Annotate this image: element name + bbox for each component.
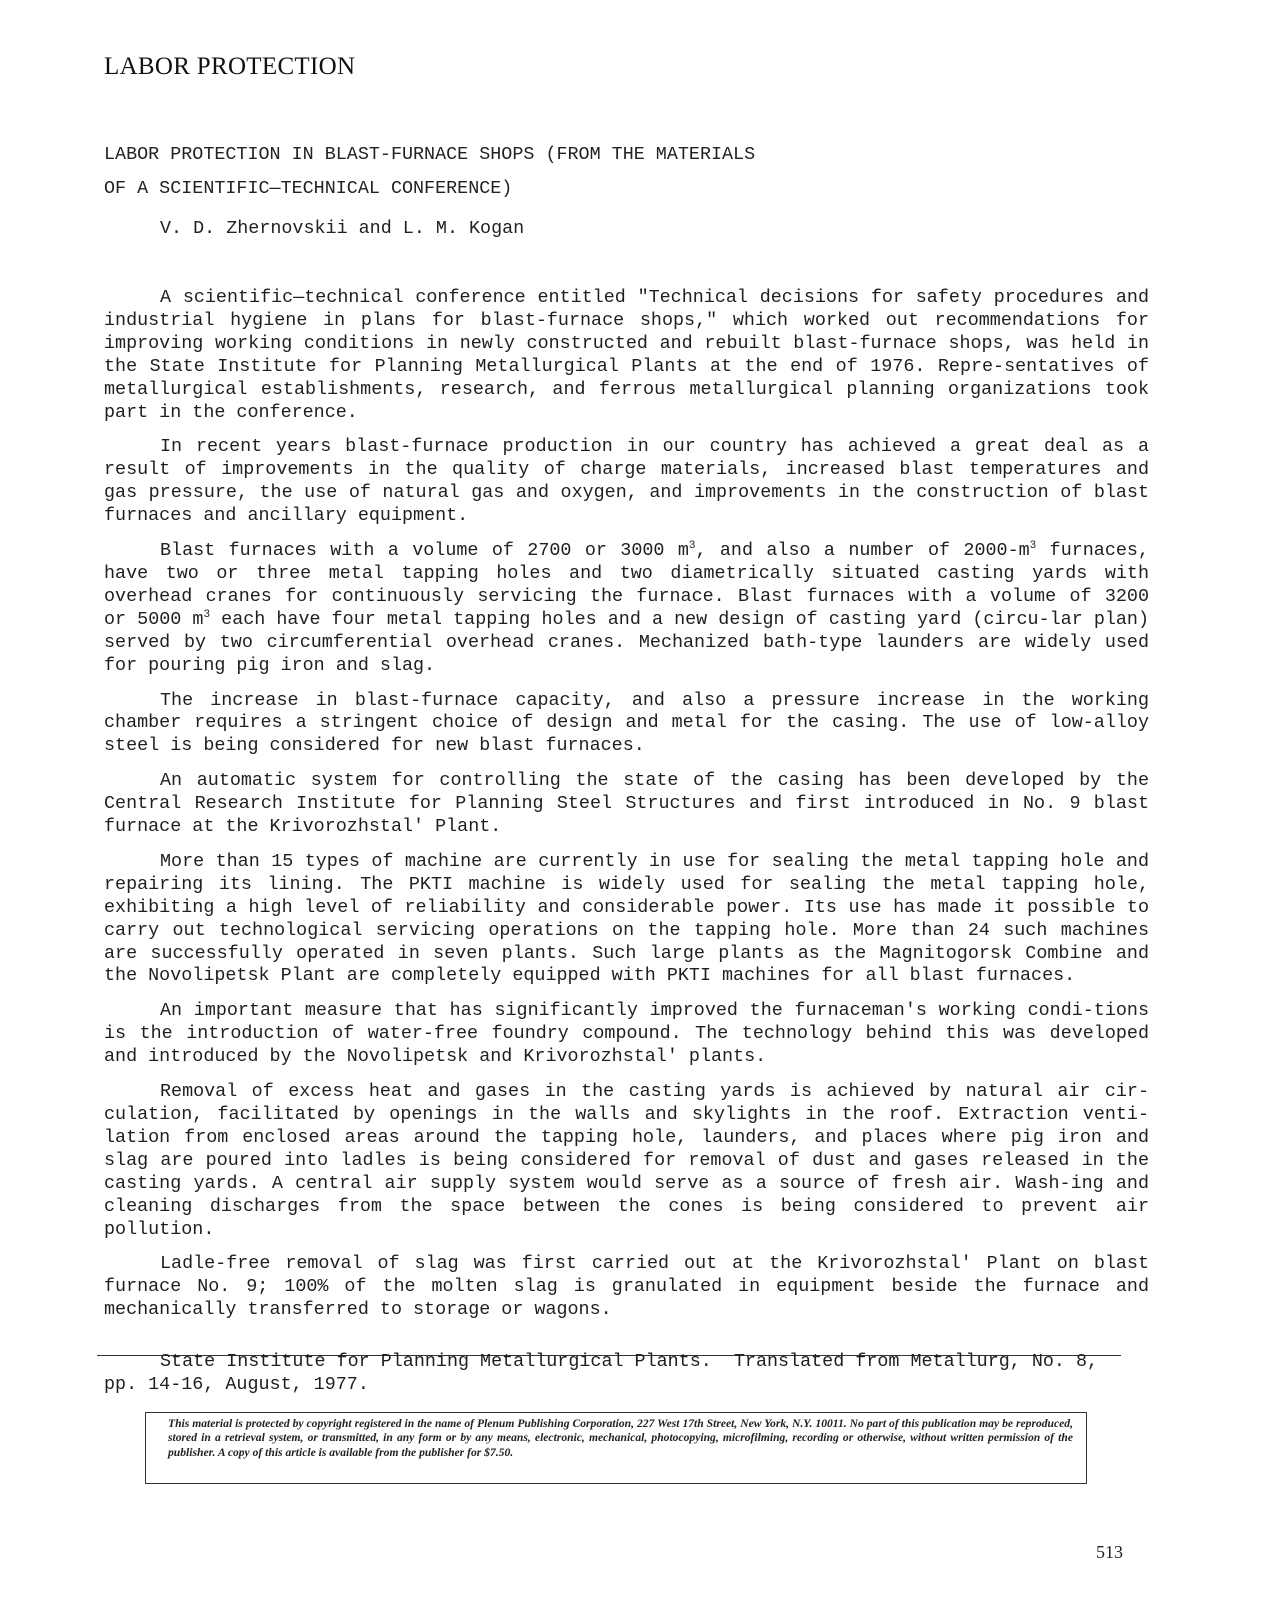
article-title-line-1: LABOR PROTECTION IN BLAST-FURNACE SHOPS (FROM THE MATERIALS (104, 144, 756, 165)
paragraph-3 (104, 540, 1149, 677)
page-number: 513 (1096, 1542, 1123, 1562)
paragraph-6: More than 15 types of machine are currently in use for sealing the metal tapping hole and repairing its lining. The PKTI machine is widely used for sealing the metal tapping hole, exhibiting a high level of reliability and considerable power. Its use has made it possible to carry out technological servicing operations on the tapping hole. More than 24 such machines are successfully operated in seven plants. Such large plants as the Magnitogorsk Combine and the Novolipetsk Plant are completely equipped with PKTI machines for all blast furnaces. (104, 850, 1149, 987)
paragraph-8: Removal of excess heat and gases in the casting yards is achieved by natural air cir-culation, facilitated by openings in the walls and skylights in the roof. Extraction venti-lation from enclosed areas around the tapping hole, launders, and places where pig iron and slag are poured into ladles is being considered for removal of dust and gases released in the casting yards. A central air supply system would serve as a source of fresh air. Wash-ing and cleaning discharges from the space between the cones is being considered to prevent air pollution. (104, 1081, 1149, 1240)
paragraph-2: In recent years blast-furnace production in our country has achieved a great deal as a result of improvements in the quality of charge materials, increased blast temperatures and gas pressure, the use of natural gas and oxygen, and improvements in the construction of blast furnaces and ancillary equipment. (104, 436, 1149, 527)
paragraph-7: An important measure that has significantly improved the furnaceman's working condi-tions is the introduction of water-free foundry compound. The technology behind this was developed and introduced by the Novolipetsk and Krivorozhstal' plants. (104, 1000, 1149, 1068)
paragraph-3-part-c: furnaces, have two or three metal tapping holes and two diametrically situated casting yards with overhead cranes for continuously servicing the furnace. Blast furnaces with a volume of 3200 or 5000 m (104, 540, 1149, 630)
article-title (104, 138, 755, 206)
footnote (104, 1351, 1149, 1397)
paragraph-5: An automatic system for controlling the state of the casing has been developed by the Central Research Institute for Planning Steel Structures and first introduced in No. 9 blast furnace at the Krivorozhstal' Plant. (104, 770, 1149, 838)
superscript-cubed: 3 (688, 540, 696, 553)
paragraph-3-part-d: each have four metal tapping holes and a new design of casting yard (circu-lar plan) served by two circumferential overhead cranes. Mechanized bath-type launders are widely used for pouring pig iron and slag. (104, 608, 1150, 676)
superscript-cubed: 3 (1029, 540, 1037, 553)
article-authors: V. D. Zhernovskii and L. M. Kogan (160, 218, 525, 239)
paragraph-9: Ladle-free removal of slag was first carried out at the Krivorozhstal' Plant on blast furnace No. 9; 100% of the molten slag is granulated in equipment beside the furnace and mechanically transferred to storage or wagons. (104, 1253, 1149, 1321)
paragraph-4: The increase in blast-furnace capacity, and also a pressure increase in the working chamber requires a stringent choice of design and metal for the casing. The use of low-alloy steel is being considered for new blast furnaces. (104, 689, 1149, 757)
superscript-cubed: 3 (203, 608, 211, 621)
article-body (104, 287, 1149, 1334)
article-title-line-2: OF A SCIENTIFIC—TECHNICAL CONFERENCE) (104, 178, 513, 199)
paragraph-1: A scientific—technical conference entitled "Technical decisions for safety procedures and industrial hygiene in plans for blast-furnace shops," which worked out recommendations for improving working conditions in newly constructed and rebuilt blast-furnace shops, was held in the State Institute for Planning Metallurgical Plants at the end of 1976. Repre-sentatives of metallurgical establishments, research, and ferrous metallurgical planning organizations took part in the conference. (104, 287, 1149, 423)
copyright-notice-text: This material is protected by copyright registered in the name of Plenum Publishing Corporation, 227 West 17th Street, New York, N.Y. 10011. No part of this publication may be reproduced, stored in a retrieval system, or transmitted, in any form or by any means, electronic, mechanical, photocopying, microfilming, recording or otherwise, without written permission of the publisher. A copy of this article is available from the publisher for $7.50. (168, 1417, 1073, 1459)
paragraph-3-part-b: , and also a number of 2000-m (695, 540, 1030, 562)
copyright-notice-box (145, 1412, 1087, 1484)
footnote-line-2: pp. 14-16, August, 1977. (104, 1373, 369, 1395)
section-header: LABOR PROTECTION (104, 53, 356, 80)
footnote-line-1: State Institute for Planning Metallurgical Plants. Translated from Metallurg, No. 8, (160, 1351, 1099, 1372)
paragraph-3-part-a: Blast furnaces with a volume of 2700 or 3000 m (160, 540, 689, 562)
